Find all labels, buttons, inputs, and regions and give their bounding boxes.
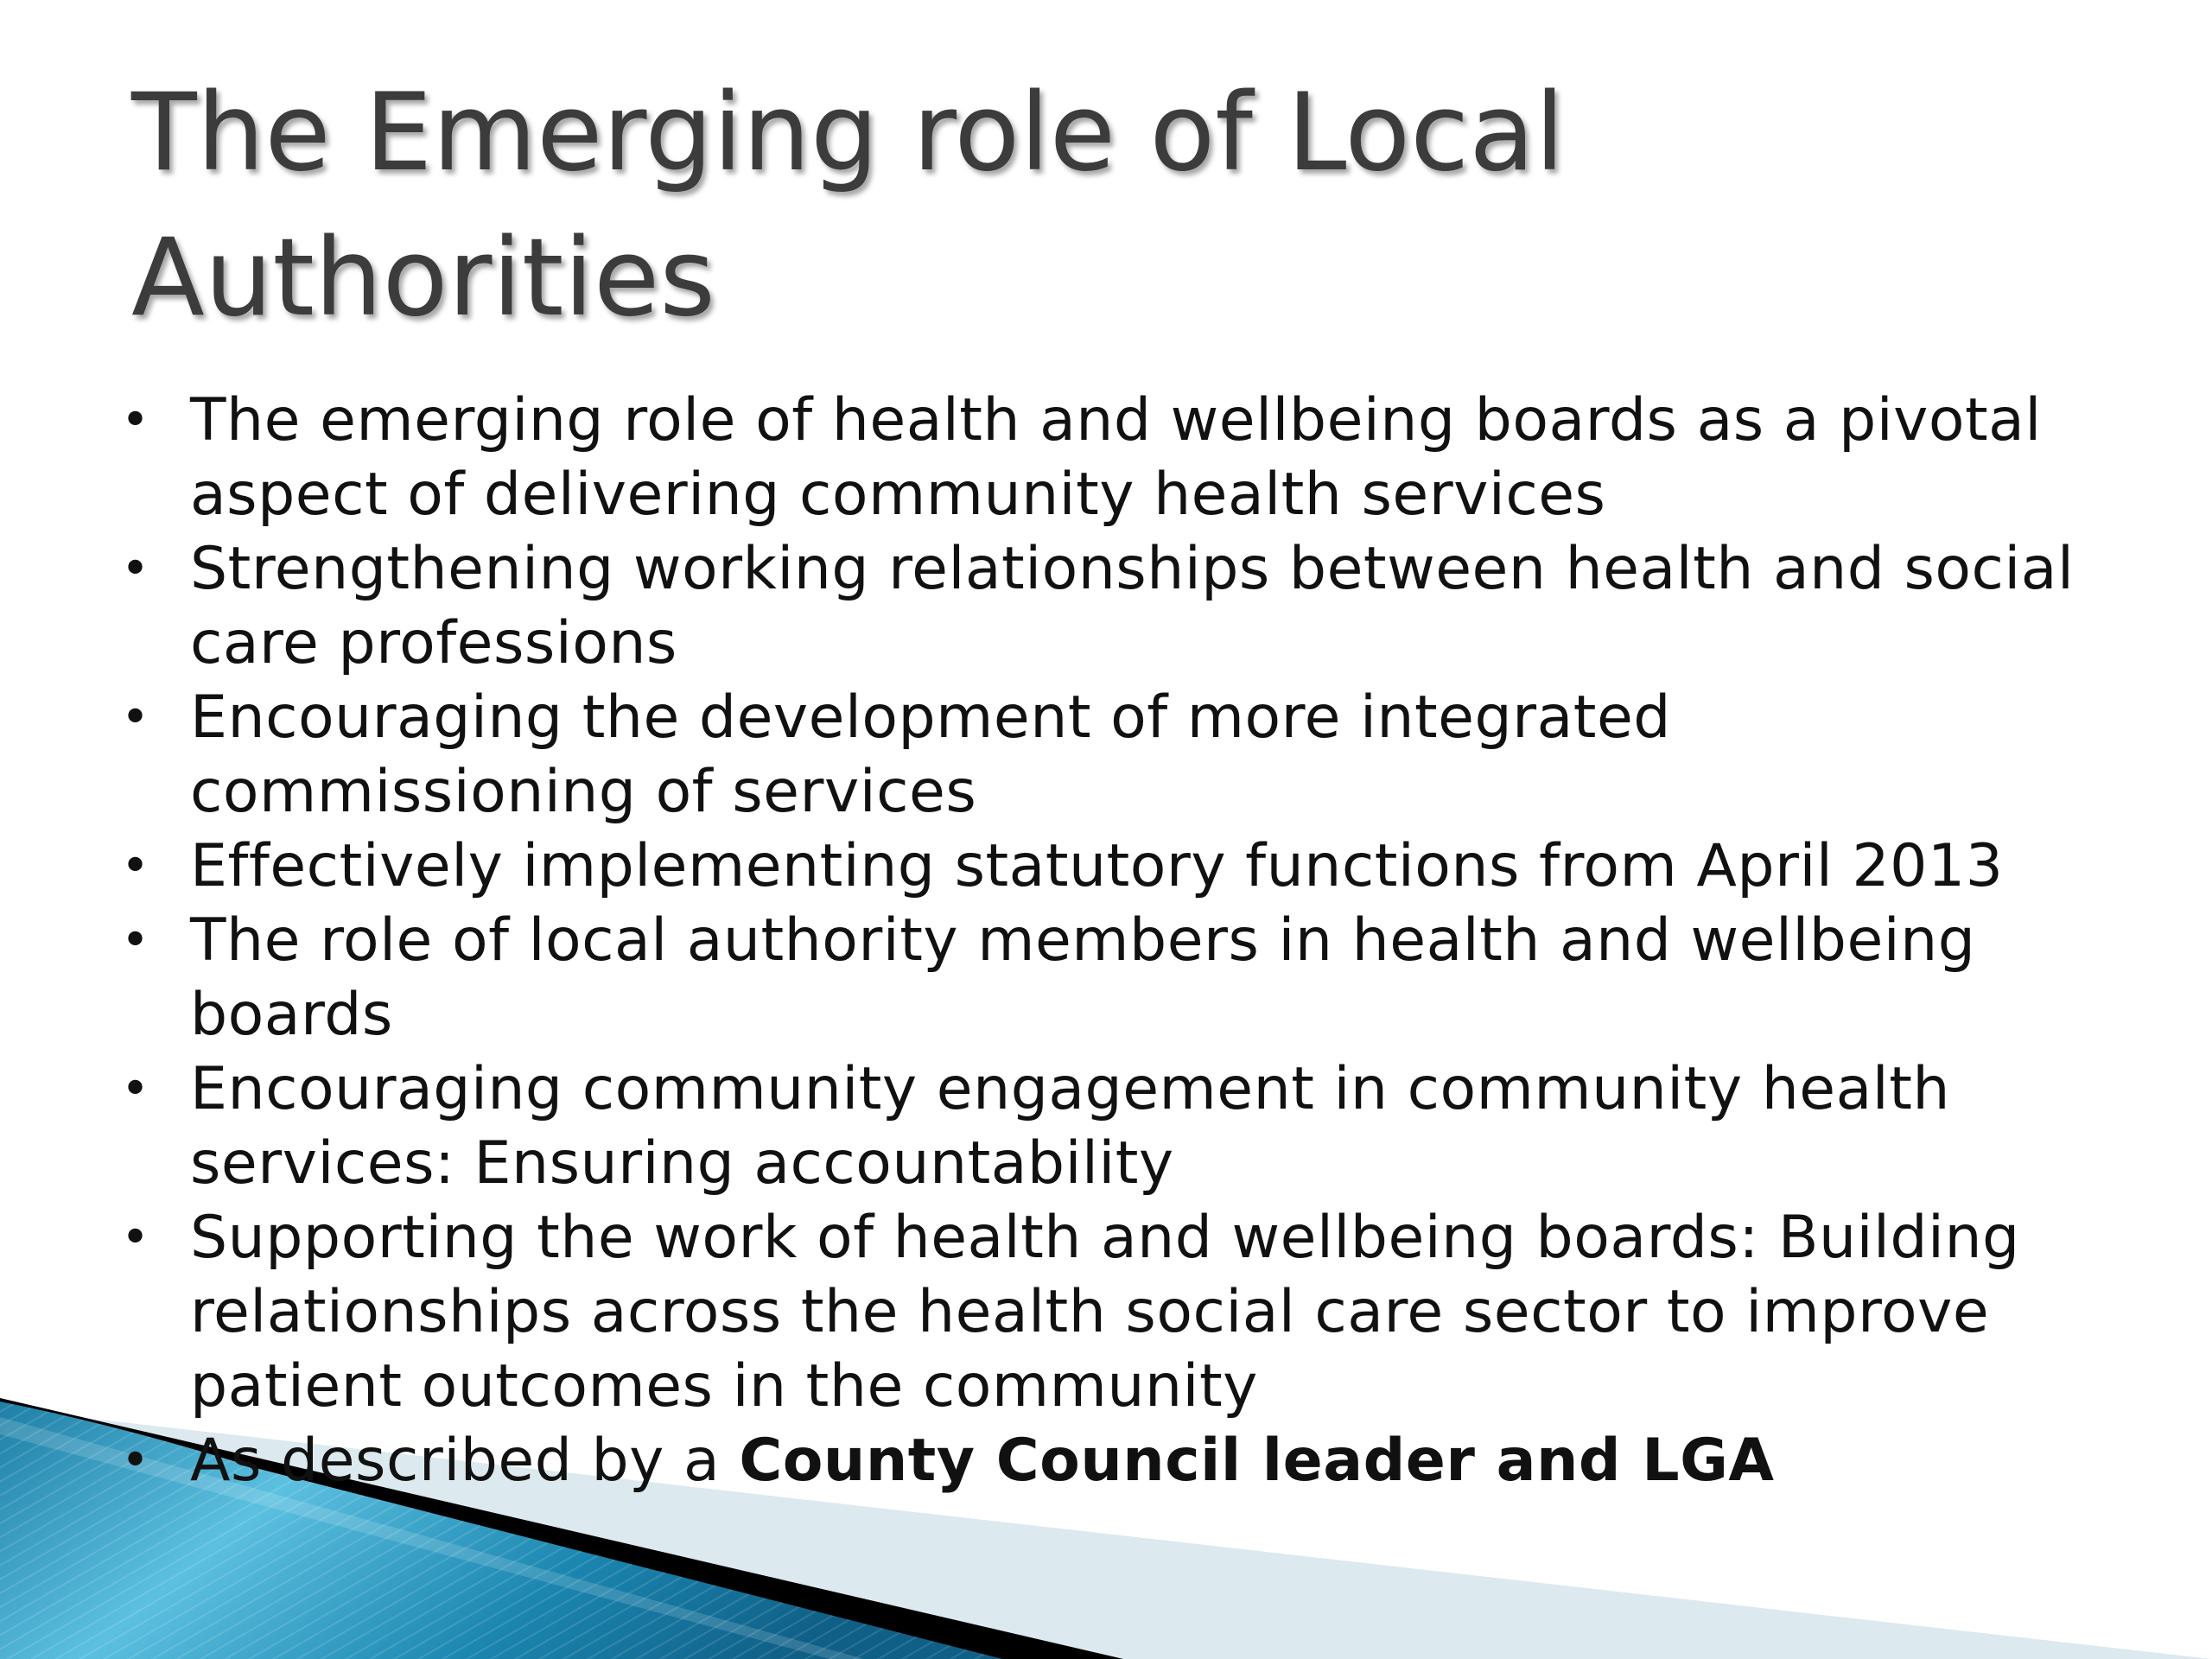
bullet-text: As described by a xyxy=(190,1427,740,1495)
bullet-text: The emerging role of health and wellbeing boards as a pivotal aspect of delivering community health services xyxy=(190,386,2042,529)
bullet-text: The role of local authority members in health and wellbeing boards xyxy=(190,906,1976,1049)
bullet-item xyxy=(112,384,2126,532)
bullet-item xyxy=(112,681,2126,830)
bullet-text: Encouraging community engagement in community health services: Ensuring accountability xyxy=(190,1055,1950,1198)
bullet-item xyxy=(112,1201,2126,1424)
bullet-symbol: • xyxy=(121,1061,150,1117)
bullet-symbol: • xyxy=(121,1433,150,1489)
bullet-symbol: • xyxy=(121,392,150,448)
bullet-symbol: • xyxy=(121,912,150,969)
bullet-list xyxy=(112,384,2126,1498)
bullet-symbol: • xyxy=(121,690,150,746)
bullet-text: Encouraging the development of more integrated commissioning of services xyxy=(190,683,1671,826)
bullet-symbol: • xyxy=(121,541,150,597)
bullet-text: Effectively implementing statutory functions from April 2013 xyxy=(190,832,2004,900)
bullet-bold-text: County Council leader and LGA xyxy=(739,1427,1775,1495)
bullet-item xyxy=(112,830,2126,904)
bullet-text: Strengthening working relationships between health and social care professions xyxy=(190,535,2075,677)
bullet-item xyxy=(112,904,2126,1052)
bullet-text: Supporting the work of health and wellbeing boards: Building relationships across the health social care sector to improve patient outcomes in the community xyxy=(190,1204,2020,1421)
slide-title: The Emerging role of Local Authorities xyxy=(131,71,1565,340)
bullet-symbol: • xyxy=(121,1210,150,1266)
bullet-item xyxy=(112,532,2126,681)
bullet-item xyxy=(112,1052,2126,1201)
bullet-symbol: • xyxy=(121,838,150,894)
bullet-item xyxy=(112,1424,2126,1498)
